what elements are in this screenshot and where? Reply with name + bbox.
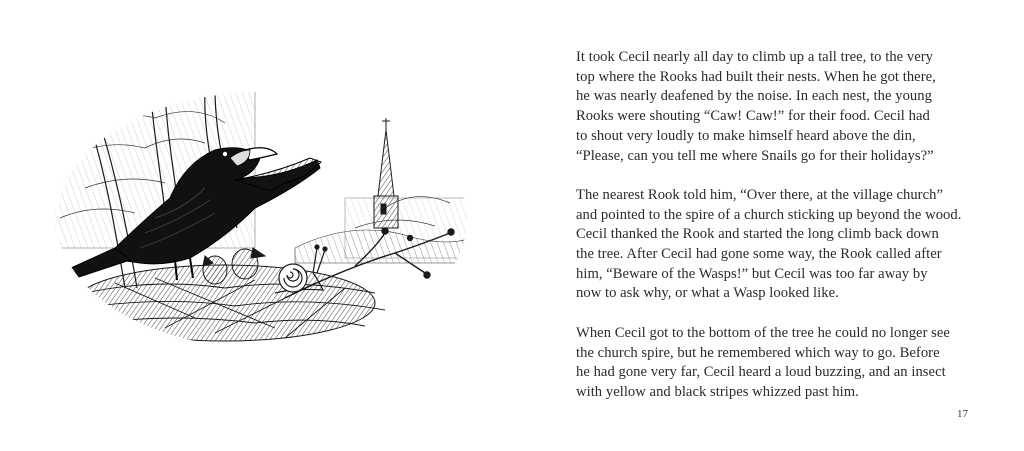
text-line: “Please, can you tell me where Snails go for their holidays?” bbox=[576, 147, 934, 164]
text-line: It took Cecil nearly all day to climb up a tall tree, to the very bbox=[576, 49, 934, 65]
paragraph-2 bbox=[576, 186, 976, 304]
text-line: The nearest Rook told him, “Over there, at the village church” bbox=[576, 186, 943, 203]
story-text bbox=[576, 48, 976, 422]
text-line: top where the Rooks had built their nests. When he got there, bbox=[576, 68, 936, 85]
text-line: the tree. After Cecil had gone some way, the Rook called after bbox=[576, 246, 942, 263]
paragraph-1 bbox=[576, 48, 976, 166]
text-line: the church spire, but he remembered which way to go. Before bbox=[576, 344, 940, 361]
text-line: with yellow and black stripes whizzed past him. bbox=[576, 383, 859, 400]
text-line: Rooks were shouting “Caw! Caw!” for their food. Cecil had bbox=[576, 108, 930, 125]
text-line: to shout very loudly to make himself heard above the din, bbox=[576, 127, 916, 144]
text-line: When Cecil got to the bottom of the tree he could no longer see bbox=[576, 324, 950, 341]
text-line: him, “Beware of the Wasps!” but Cecil was too far away by bbox=[576, 265, 928, 282]
rook-nest-illustration bbox=[55, 88, 470, 353]
page-number: 17 bbox=[957, 408, 968, 420]
text-line: Cecil thanked the Rook and started the long climb back down bbox=[576, 226, 939, 243]
paragraph-3 bbox=[576, 324, 976, 403]
text-line: he was nearly deafened by the noise. In each nest, the young bbox=[576, 88, 932, 105]
text-line: and pointed to the spire of a church sticking up beyond the wood. bbox=[576, 206, 962, 223]
text-line: now to ask why, or what a Wasp looked like. bbox=[576, 285, 839, 302]
text-line: he had gone very far, Cecil heard a loud buzzing, and an insect bbox=[576, 364, 946, 381]
